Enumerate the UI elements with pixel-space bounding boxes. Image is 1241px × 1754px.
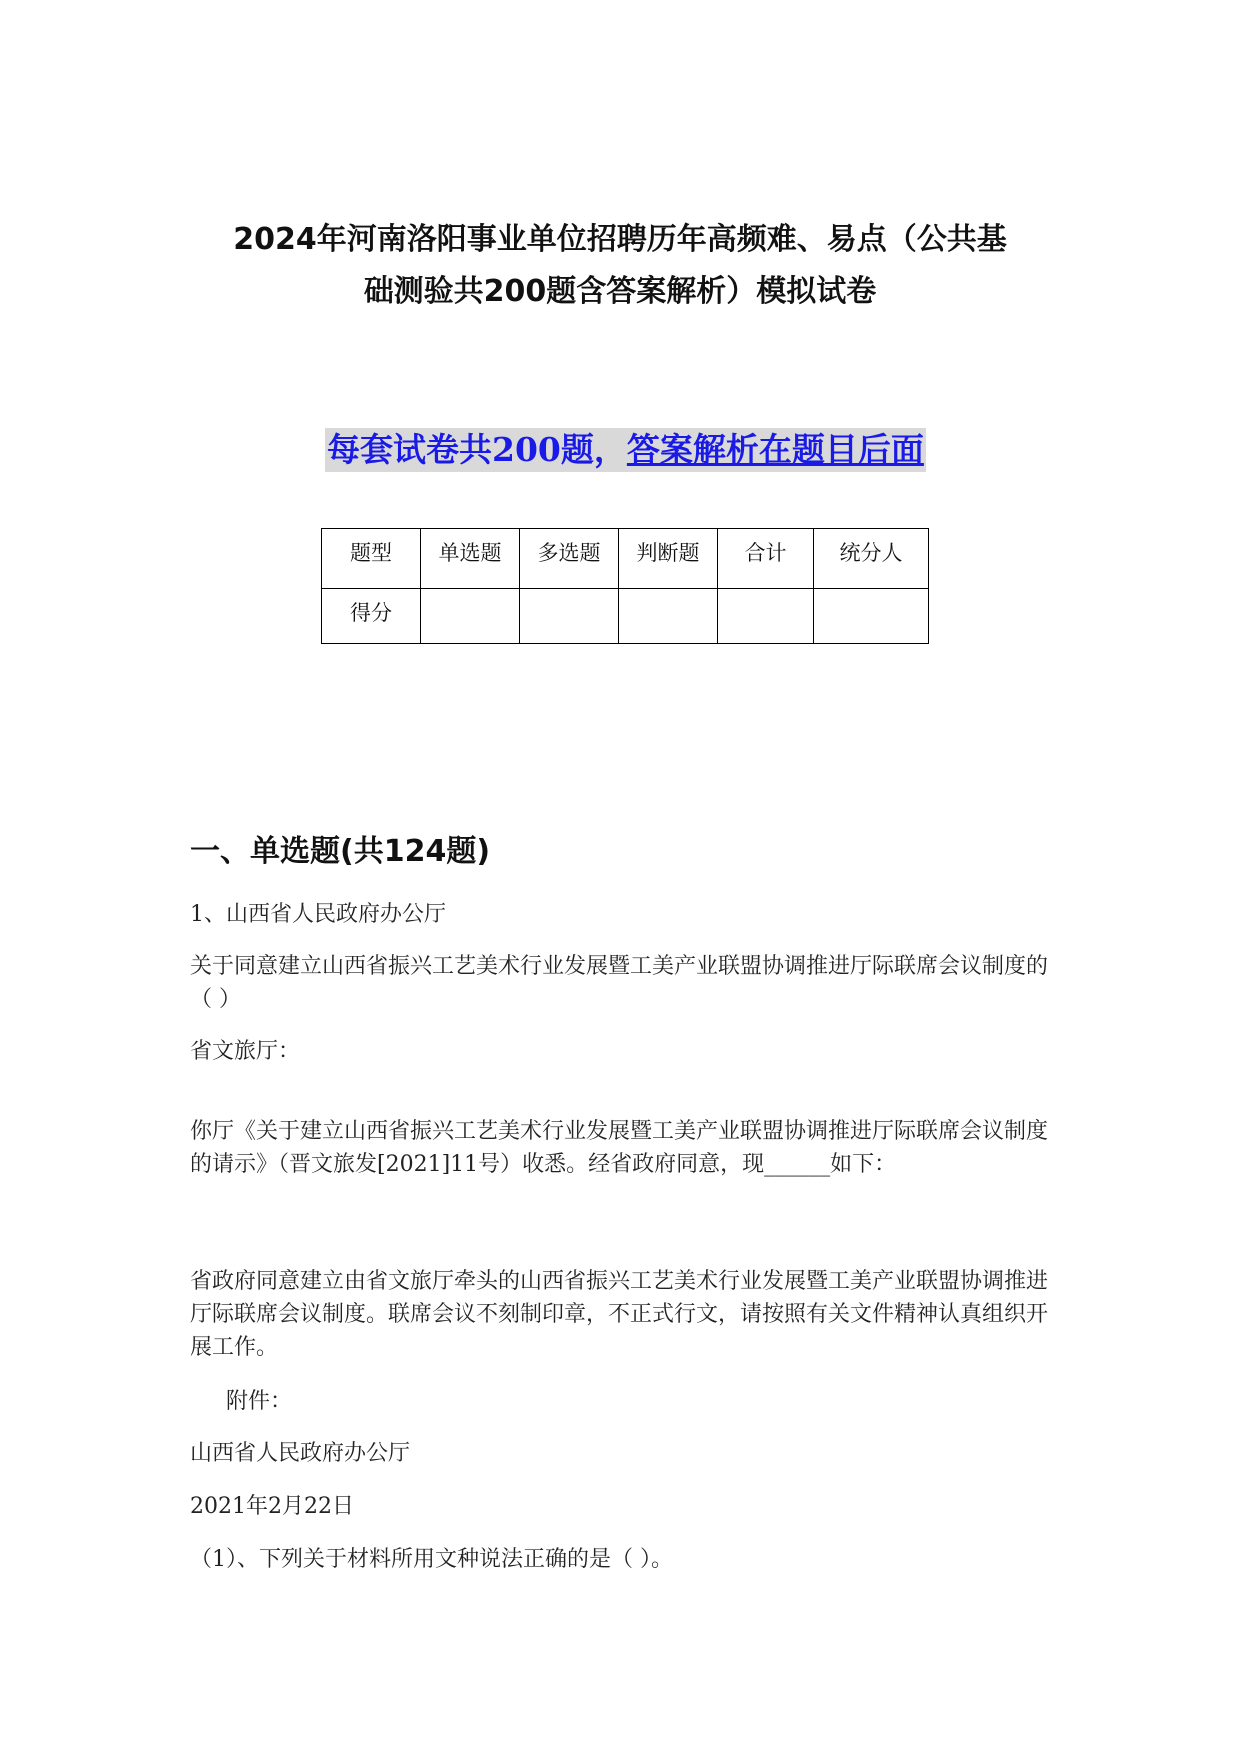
- question-recipient: 省文旅厅：: [190, 1039, 301, 1064]
- score-table: [321, 528, 929, 644]
- score-table-header-row: [322, 529, 929, 589]
- header-cell-multi-choice: 多选题: [520, 529, 619, 589]
- title-line-1: 2024年河南洛阳事业单位招聘历年高频难、易点（公共基: [233, 222, 1007, 257]
- question-body-2: 省政府同意建立由省文旅厅牵头的山西省振兴工艺美术行业发展暨工美产业联盟协调推进厅际联席会议制度。联席会议不刻制印章，不正式行文，请按照有关文件精神认真组织开展工作。: [190, 1269, 1049, 1360]
- header-cell-true-false: 判断题: [619, 529, 718, 589]
- score-cell-single-choice: [421, 589, 520, 644]
- sub-question: （1）、下列关于材料所用文种说法正确的是（ ）。: [190, 1547, 673, 1572]
- question-date: 2021年2月22日: [190, 1494, 354, 1519]
- question-subject: 关于同意建立山西省振兴工艺美术行业发展暨工美产业联盟协调推进厅际联席会议制度的（ ）: [190, 954, 1049, 1012]
- question-body-1: 你厅《关于建立山西省振兴工艺美术行业发展暨工美产业联盟协调推进厅际联席会议制度的请示》（晋文旅发[2021]11号）收悉。经省政府同意，现______如下：: [190, 1119, 1049, 1177]
- answer-location-link[interactable]: 答案解析在题目后面: [626, 430, 924, 469]
- score-cell-total: [718, 589, 814, 644]
- score-table-row: [322, 589, 929, 644]
- row-label-score: 得分: [322, 589, 421, 644]
- question-signature: 山西省人民政府办公厅: [190, 1441, 411, 1466]
- question-number-source: 1、山西省人民政府办公厅: [190, 902, 446, 927]
- score-cell-scorer: [814, 589, 929, 644]
- header-cell-total: 合计: [718, 529, 814, 589]
- score-cell-true-false: [619, 589, 718, 644]
- section-heading: 一、单选题(共124题): [190, 834, 491, 869]
- info-banner: [325, 428, 926, 472]
- title-line-2: 础测验共200题含答案解析）模拟试卷: [363, 274, 877, 309]
- header-cell-type: 题型: [322, 529, 421, 589]
- header-cell-scorer: 统分人: [814, 529, 929, 589]
- score-cell-multi-choice: [520, 589, 619, 644]
- question-attachment: 附件：: [226, 1389, 293, 1414]
- banner-text: 每套试卷共200题，: [327, 430, 627, 469]
- header-cell-single-choice: 单选题: [421, 529, 520, 589]
- document-title: [180, 214, 1060, 318]
